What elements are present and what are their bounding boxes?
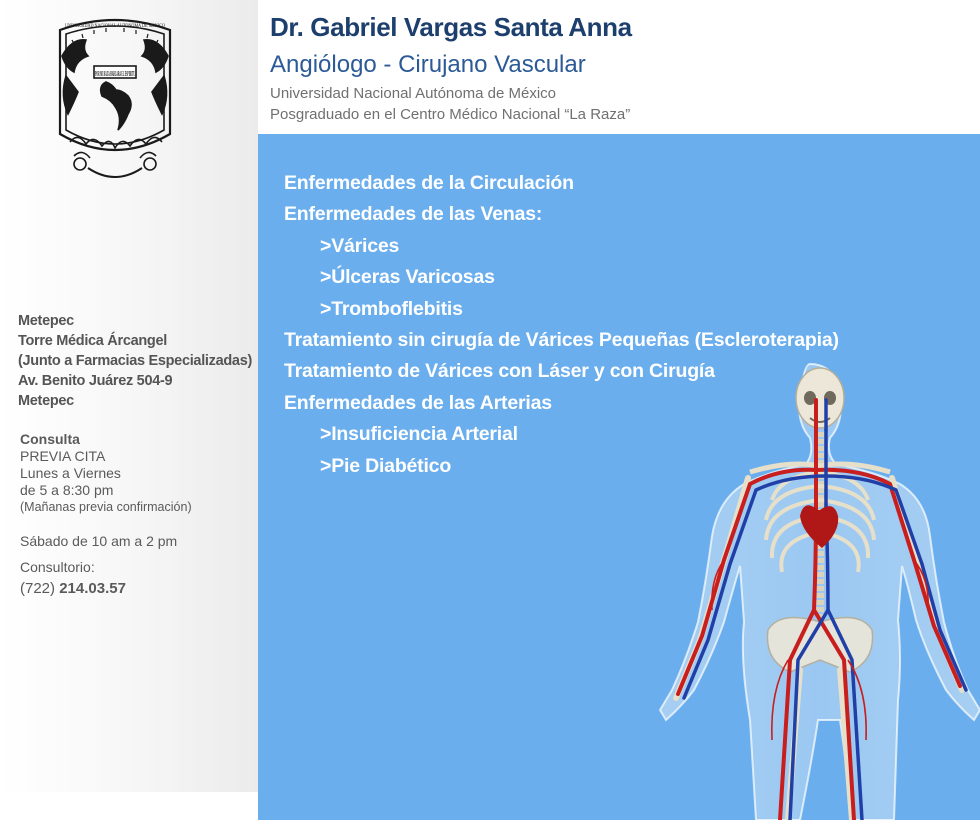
sidebar: [0, 0, 258, 792]
unam-seal-icon: [52, 16, 178, 192]
service-item: Enfermedades de las Venas:: [284, 203, 543, 226]
hours: de 5 a 8:30 pm: [20, 482, 114, 498]
previa-cita: PREVIA CITA: [20, 448, 106, 464]
doctor-name: Dr. Gabriel Vargas Santa Anna: [270, 12, 632, 42]
bottom-strip: [0, 792, 258, 820]
services-panel: [258, 134, 980, 820]
service-subitem: >Tromboflebitis: [320, 297, 463, 320]
consulta-title: Consulta: [20, 431, 80, 447]
service-item: Tratamiento de Várices con Láser y con Cirugía: [284, 360, 715, 383]
consultorio-label: Consultorio:: [20, 559, 95, 575]
hours-block: [20, 431, 192, 599]
phone-number: 214.03.57: [59, 580, 126, 597]
days: Lunes a Viernes: [20, 465, 121, 481]
service-item: Tratamiento sin cirugía de Várices Pequeñas (Escleroterapia): [284, 328, 839, 351]
address-line: Torre Médica Árcangel: [18, 333, 167, 349]
header: [258, 0, 980, 134]
service-subitem: >Pie Diabético: [320, 454, 452, 477]
phone[interactable]: [20, 579, 192, 599]
address-line: (Junto a Farmacias Especializadas): [18, 353, 252, 369]
phone-area: (722): [20, 580, 56, 597]
service-subitem: >Várices: [320, 234, 400, 257]
seal-motto: POR MI RAZA HABLARA EL ESPIRITU: [95, 70, 135, 78]
university: Universidad Nacional Autónoma de México: [270, 85, 556, 102]
address-line: Metepec: [18, 393, 74, 409]
saturday-hours: Sábado de 10 am a 2 pm: [20, 533, 178, 549]
address-line: Av. Benito Juárez 504-9: [18, 373, 173, 389]
service-item: Enfermedades de las Arterias: [284, 391, 552, 414]
specialty: Angiólogo - Cirujano Vascular: [270, 51, 586, 78]
seal-ring-text: UNIVERSIDAD NACIONAL AUTONOMA DE MEXICO: [65, 23, 166, 29]
service-subitem: >Insuficiencia Arterial: [320, 423, 518, 446]
service-subitem: >Úlceras Varicosas: [320, 266, 495, 289]
circulatory-system-figure: [640, 360, 980, 820]
morning-note: (Mañanas previa confirmación): [20, 500, 192, 514]
address-block: [18, 311, 252, 411]
address-line: Metepec: [18, 313, 74, 329]
postgraduate: Posgraduado en el Centro Médico Nacional “La Raza”: [270, 106, 631, 123]
service-item: Enfermedades de la Circulación: [284, 172, 574, 194]
